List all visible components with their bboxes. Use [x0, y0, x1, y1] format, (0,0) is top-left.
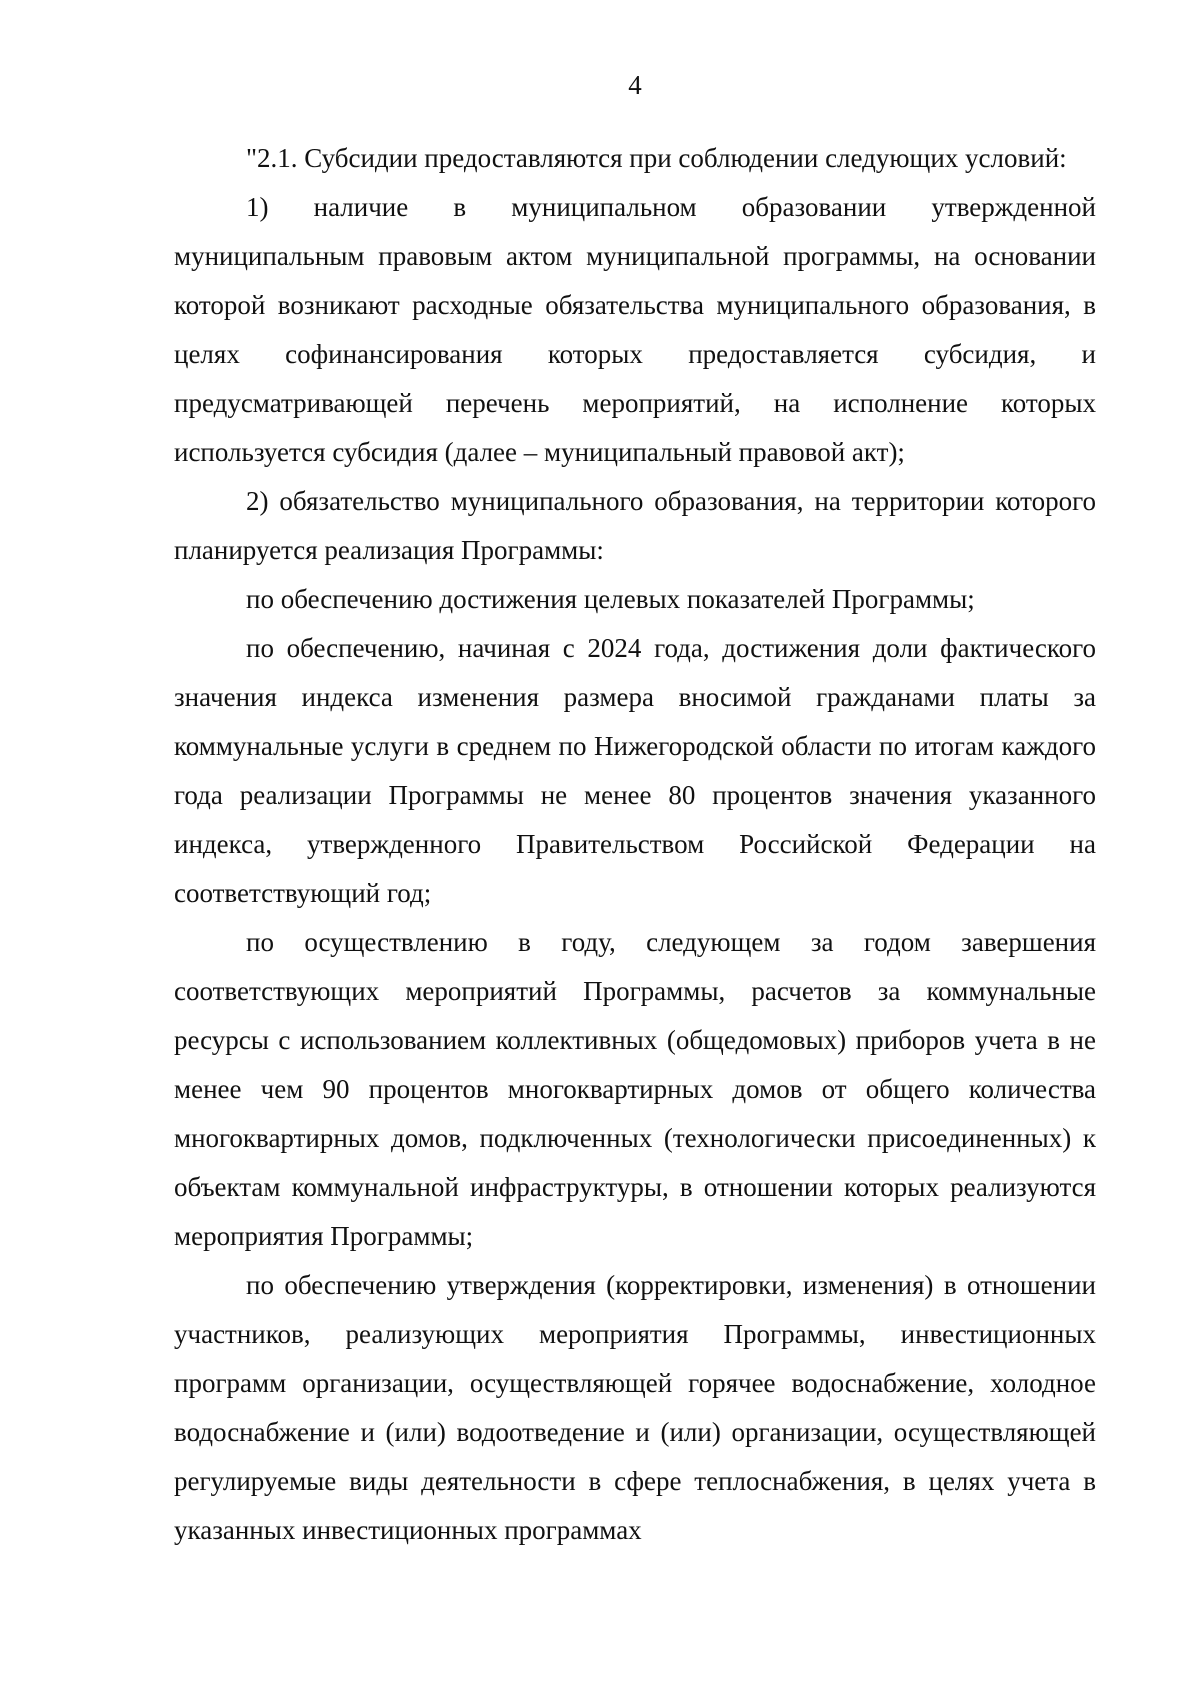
- paragraph-target-indicators: по обеспечению достижения целевых показателей Программы;: [246, 584, 975, 614]
- paragraph-2-1-intro: "2.1. Субсидии предоставляются при соблюдении следующих условий:: [246, 143, 1067, 173]
- page-number: 4: [628, 70, 642, 100]
- paragraph-investment-programs: по обеспечению утверждения (корректировки, изменения) в отношении участников, реализующих мероприятия Программы, инвестиционных программ организации, осуществляющей горячее водоснабжение, холодное водоснабжение и (или) водоотведение и (или) организации, осуществляющей регулируемые виды деятельности в сфере теплоснабжения, в целях учета в указанных инвестиционных программах: [174, 1270, 1096, 1545]
- paragraph-condition-1: 1) наличие в муниципальном образовании утвержденной муниципальным правовым актом муниципальной программы, на основании которой возникают расходные обязательства муниципального образования, в целях софинансирования которых предоставляется субсидия, и предусматривающей перечень мероприятий, на исполнение которых используется субсидия (далее – муниципальный правовой акт);: [174, 192, 1096, 467]
- paragraph-meters: по осуществлению в году, следующем за годом завершения соответствующих мероприятий Программы, расчетов за коммунальные ресурсы с использованием коллективных (общедомовых) приборов учета в не менее чем 90 процентов многоквартирных домов от общего количества многоквартирных домов, подключенных (технологически присоединенных) к объектам коммунальной инфраструктуры, в отношении которых реализуются мероприятия Программы;: [174, 927, 1096, 1251]
- paragraph-utility-index: по обеспечению, начиная с 2024 года, достижения доли фактического значения индекса изменения размера вносимой гражданами платы за коммунальные услуги в среднем по Нижегородской области по итогам каждого года реализации Программы не менее 80 процентов значения указанного индекса, утвержденного Правительством Российской Федерации на соответствующий год;: [174, 633, 1096, 908]
- paragraph-condition-2: 2) обязательство муниципального образования, на территории которого планируется реализация Программы:: [174, 486, 1096, 565]
- document-body: [174, 134, 1096, 1555]
